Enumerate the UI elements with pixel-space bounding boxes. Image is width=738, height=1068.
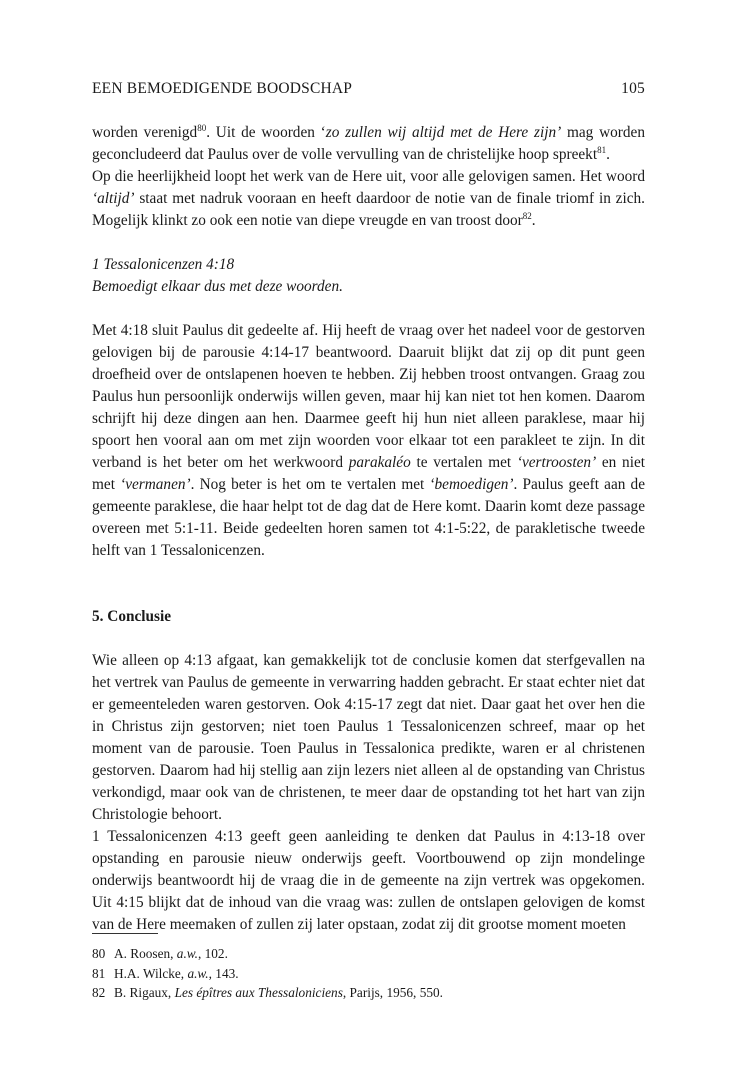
term-parakaleo: parakaléo (348, 454, 411, 471)
paragraph-3-text-b: te vertalen met (410, 454, 517, 471)
footnote-rest: , Parijs, 1956, 550. (342, 985, 443, 1000)
paragraph-2-text-a: Op die heerlijkheid loopt het werk van de Here uit, voor alle gelovigen samen. Het woord (92, 168, 645, 185)
footnote-author: H.A. Wilcke, (114, 965, 188, 981)
paragraph-3-text-d: . Nog beter is het om te vertalen met (190, 476, 430, 493)
term-vertroosten: ‘vertroosten’ (516, 454, 597, 471)
footnote-ref-82[interactable]: 82 (522, 210, 532, 221)
section-heading: 5. Conclusie (92, 608, 172, 625)
footnote-80 (92, 944, 645, 964)
paragraph-1-text-b: . Uit de woorden ‘ (206, 124, 326, 141)
footnote-ref-81[interactable]: 81 (597, 144, 607, 155)
footnote-reference: Les épîtres aux Thessaloniciens (174, 985, 343, 1000)
paragraph-2-text-c: . (531, 212, 536, 229)
footnote-reference: a.w. (176, 946, 198, 961)
paragraph-4: Wie alleen op 4:13 afgaat, kan gemakkelijk tot de conclusie komen dat sterfgevallen na het vertrek van Paulus de gemeente in verwarring hadden gebracht. Er staat echter niet dat er gemeenteleden waren gestorven. Ook 4:15-17 zegt dat niet. Daar gaat het over hen die in Christus zijn gestorven; niet toen Paulus 1 Tessalonicenzen schreef, maar op het moment van de parousie. Toen Paulus in Tessalonica predikte, waren er al christenen gestorven. Daarom had hij stellig aan zijn lezers niet alleen al de opstanding van Christus verkondigd, maar ook van de christenen, te meer daar de opstanding tot het hart van zijn Christologie behoort. (92, 652, 645, 823)
paragraph-1-text-a: worden verenigd (92, 124, 198, 141)
footnote-82 (92, 983, 645, 1003)
footnote-number: 81 (92, 965, 106, 981)
footnote-number: 82 (92, 985, 106, 1000)
footnote-reference: a.w. (187, 965, 209, 981)
footnote-author: A. Roosen, (114, 946, 177, 961)
paragraph-3-text-a: Met 4:18 sluit Paulus dit gedeelte af. Hij heeft de vraag over het nadeel voor de gestorven gelovigen bij de parousie 4:14-17 beantwoord. Daaruit blijkt dat zij op dit punt geen droefheid over de ontslapenen hoeven te hebben. Zij hebben troost ontvangen. Graag zou Paulus hun persoonlijk onderwijs willen geven, maar hij kan niet tot hen komen. Daarom schrijft hij deze dingen aan hen. Daarmee geeft hij hun niet alleen paraklese, maar hij spoort hen vooral aan om met zijn woorden voor elkaar tot een parakleet te zijn. In dit verband is het beter om het werkwoord (92, 322, 645, 471)
verse-text: Bemoedigt elkaar dus met deze woorden. (92, 278, 343, 295)
quote-altijd-met-de-here: zo zullen wij altijd met de Here zijn’ (325, 124, 562, 141)
paragraph-3-text-c: en niet met (92, 454, 645, 493)
main-text (92, 122, 645, 936)
term-vermanen: ‘vermanen’ (120, 476, 191, 493)
quote-altijd: ‘altijd’ (92, 190, 135, 207)
paragraph-3 (92, 320, 645, 562)
footnote-81 (92, 964, 645, 984)
paragraph-2 (92, 166, 645, 232)
paragraph-5: 1 Tessalonicenzen 4:13 geeft geen aanleiding te denken dat Paulus in 4:13-18 over opstanding en parousie nieuw onderwijs geeft. Voortbouwend op zijn mondelinge onderwijs beantwoordt hij de vraag die in de gemeente na zijn vertrek was opgekomen. Uit 4:15 blijkt dat de inhoud van die vraag was: zullen de ontslapen gelovigen de komst van de Here meemaken of zullen zij later opstaan, zodat zij dit grootse moment moeten (92, 828, 645, 933)
term-bemoedigen: ‘bemoedigen’ (429, 476, 514, 493)
page-number: 105 (621, 80, 645, 97)
footnote-rest: , 102. (197, 946, 228, 961)
running-title: EEN BEMOEDIGENDE BOODSCHAP (92, 80, 353, 97)
paragraph-2-text-b: staat met nadruk vooraan en heeft daardoor de notie van de finale triomf in zich. Mogelijk klinkt zo ook een notie van diepe vreugde en van troost door (92, 190, 645, 229)
footnotes (92, 944, 645, 1003)
paragraph-1 (92, 122, 645, 166)
verse-reference: 1 Tessalonicenzen 4:18 (92, 256, 235, 273)
running-head (92, 78, 645, 100)
footnote-number: 80 (92, 946, 106, 961)
footnote-author: B. Rigaux, (114, 985, 175, 1000)
paragraph-1-text-c: mag worden geconcludeerd dat Paulus over de volle vervulling van de christelijke hoop spreekt (92, 124, 645, 163)
footnote-rest: , 143. (208, 965, 239, 981)
footnote-ref-80[interactable]: 80 (197, 122, 207, 133)
paragraph-1-text-d: . (606, 146, 610, 163)
footnote-divider (92, 933, 158, 934)
paragraph-3-text-e: . Paulus geeft aan de gemeente paraklese, die haar helpt tot de dag dat de Here komt. Daarin komt deze passage overeen met 5:1-11. Beide gedeelten horen samen tot 4:1-5:22, de parakletische tweede helft van 1 Tessalonicenzen. (92, 476, 645, 559)
